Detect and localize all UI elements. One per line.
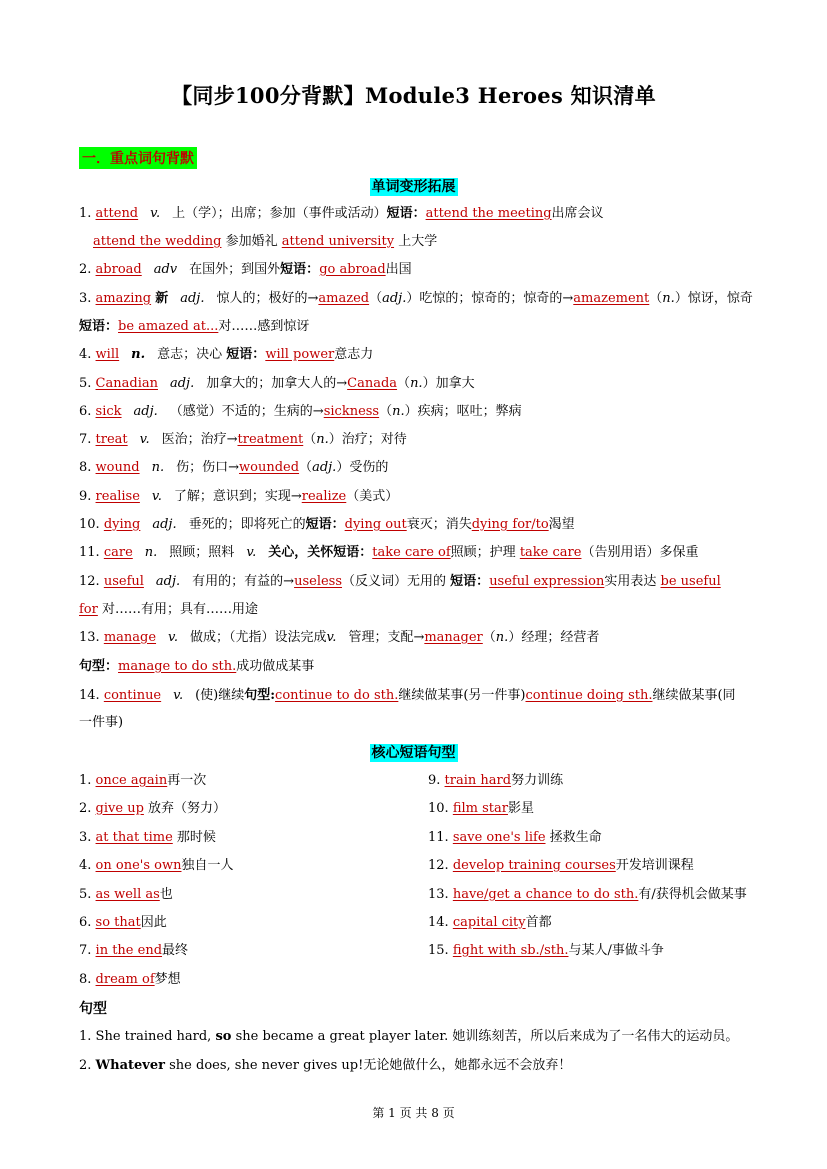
word-entry: 10. dying adj. 垂死的；即将死亡的短语：dying out衰灭；消失dying for/to渴望 bbox=[79, 517, 575, 532]
word-entry-cont: 句型：manage to do sth.成功做成某事 bbox=[79, 659, 315, 674]
phrase-item: 3. at that time 那时候 bbox=[79, 830, 216, 845]
sentence-item: 2. Whatever she does, she never gives up!无论她做什么，她都永远不会放弃！ bbox=[79, 1058, 572, 1073]
phrase-item: 15. fight with sb./sth.与某人/事做斗争 bbox=[428, 943, 664, 958]
word-entry: 6. sick adj. （感觉）不适的；生病的→sickness（n.）疾病；呕吐；弊病 bbox=[79, 404, 522, 419]
phrase-item: 6. so that因此 bbox=[79, 915, 167, 930]
sentence-item: 1. She trained hard, so she became a great player later. 她训练刻苦，所以后来成为了一名伟大的运动员。 bbox=[79, 1029, 739, 1044]
word-entry: 14. continue v. (使)继续句型:continue to do sth.继续做某事(另一件事)continue doing sth.继续做某事(同 bbox=[79, 688, 736, 703]
word-entry: 7. treat v. 医治；治疗→treatment（n.）治疗；对待 bbox=[79, 432, 407, 447]
word-entry-cont: 一件事) bbox=[79, 715, 124, 730]
section-heading: 一．重点词句背默 bbox=[79, 147, 197, 169]
word-entry: 9. realise v. 了解；意识到；实现→realize（美式） bbox=[79, 489, 399, 504]
word-entry: 2. abroad adv 在国外；到国外短语：go abroad出国 bbox=[79, 262, 412, 277]
phrase-item: 10. film star影星 bbox=[428, 801, 534, 816]
sentences-label: 句型 bbox=[79, 1001, 107, 1017]
phrase-item: 11. save one's life 拯救生命 bbox=[428, 830, 602, 845]
phrase-item: 5. as well as也 bbox=[79, 887, 173, 902]
word-entry: 8. wound n. 伤；伤口→wounded（adj.）受伤的 bbox=[79, 460, 389, 475]
subheading-core-phrases: 核心短语句型 bbox=[371, 745, 456, 761]
phrase-item: 7. in the end最终 bbox=[79, 943, 189, 958]
page-footer: 第 1 页 共 8 页 bbox=[372, 1106, 455, 1120]
word-entry: 13. manage v. 做成；（尤指）设法完成v. 管理；支配→manager（n.）经理；经营者 bbox=[79, 630, 600, 645]
phrase-item: 12. develop training courses开发培训课程 bbox=[428, 858, 694, 873]
phrase-item: 14. capital city首都 bbox=[428, 915, 552, 930]
phrase-item: 2. give up 放弃（努力） bbox=[79, 801, 227, 816]
word-entry: 4. will n. 意志；决心 短语：will power意志力 bbox=[79, 347, 374, 362]
word-entry: 3. amazing 新 adj. 惊人的；极好的→amazed（adj.）吃惊的；惊奇的；惊奇的→amazement（n.）惊讶，惊奇 bbox=[79, 291, 753, 306]
word-entry-cont: for 对……有用；具有……用途 bbox=[79, 602, 259, 617]
phrase-item: 8. dream of梦想 bbox=[79, 972, 181, 987]
word-entry-cont: attend the wedding 参加婚礼 attend university 上大学 bbox=[93, 234, 438, 249]
subheading-word-forms: 单词变形拓展 bbox=[371, 179, 456, 195]
page-title: 【同步100分背默】Module3 Heroes 知识清单 bbox=[171, 83, 656, 108]
word-entry: 5. Canadian adj. 加拿大的；加拿大人的→Canada（n.）加拿大 bbox=[79, 376, 475, 391]
word-entry: 11. care n. 照顾；照料 v. 关心，关怀短语：take care of照顾；护理 take care（告别用语）多保重 bbox=[79, 545, 699, 560]
word-entry: 1. attend v. 上（学）；出席；参加（事件或活动）短语：attend the meeting出席会议 bbox=[79, 206, 604, 221]
phrase-item: 4. on one's own独自一人 bbox=[79, 858, 234, 873]
word-entry: 12. useful adj. 有用的；有益的→useless（反义词）无用的 短语：useful expression实用表达 be useful bbox=[79, 574, 721, 589]
word-entry-cont: 短语：be amazed at...对……感到惊讶 bbox=[79, 319, 310, 334]
phrase-item: 13. have/get a chance to do sth.有/获得机会做某事 bbox=[428, 887, 747, 902]
phrase-item: 1. once again再一次 bbox=[79, 773, 207, 788]
phrase-item: 9. train hard努力训练 bbox=[428, 773, 564, 788]
